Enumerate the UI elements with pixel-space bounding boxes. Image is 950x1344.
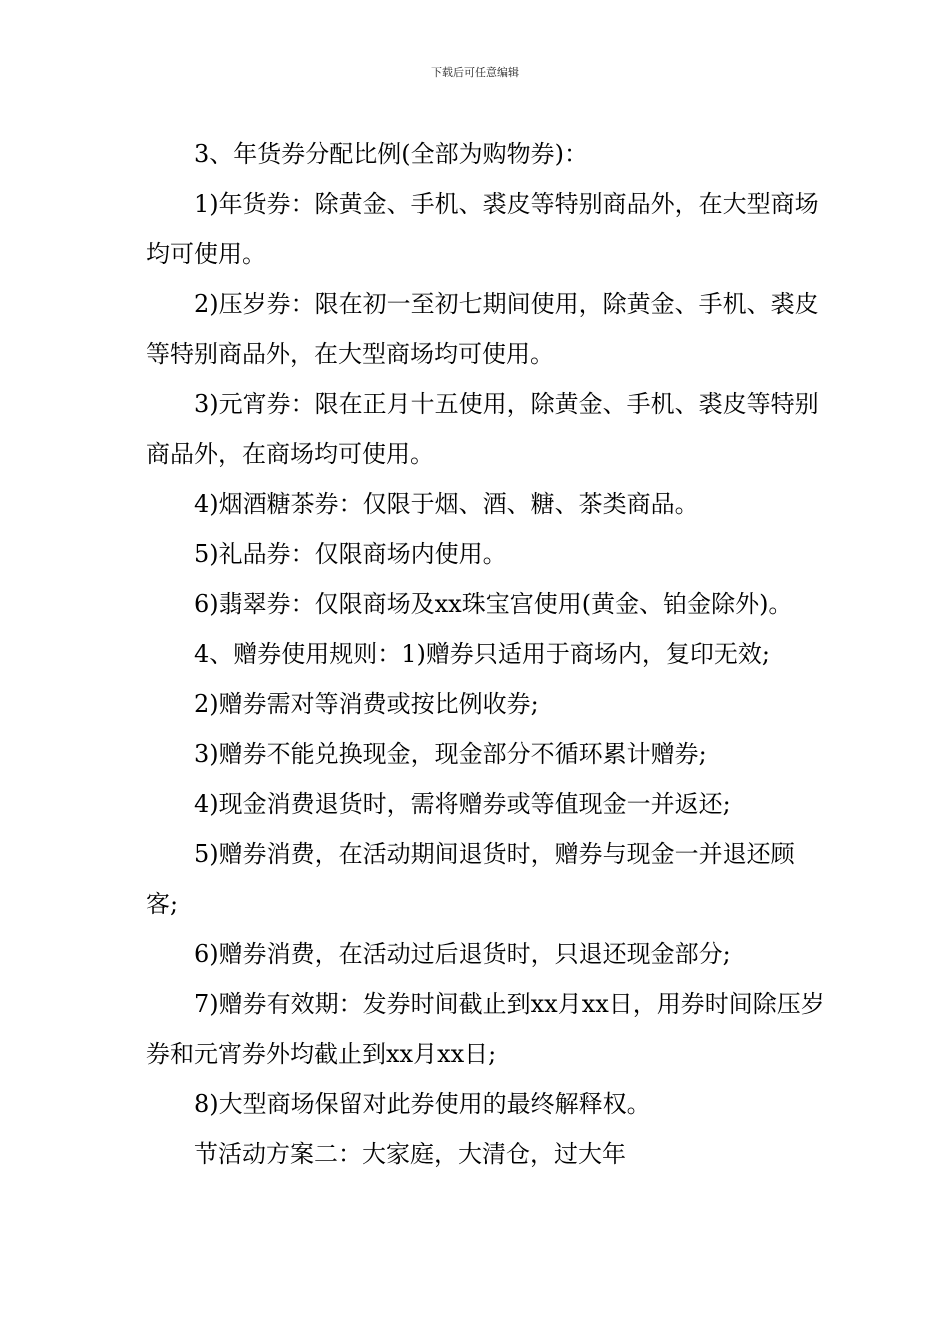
- paragraph-coupon-1: 1)年货券：除黄金、手机、裘皮等特别商品外，在大型商场均可使用。: [146, 190, 819, 268]
- paragraph-rule-3: 3)赠券不能兑换现金，现金部分不循环累计赠券;: [194, 740, 707, 768]
- paragraph-rule-4: 4)现金消费退货时，需将赠券或等值现金一并返还;: [194, 790, 731, 818]
- paragraph-coupon-3: 3)元宵券：限在正月十五使用，除黄金、手机、裘皮等特别商品外，在商场均可使用。: [146, 390, 819, 468]
- paragraph-coupon-4: 4)烟酒糖茶券：仅限于烟、酒、糖、茶类商品。: [194, 490, 699, 518]
- document-body: [146, 129, 826, 1179]
- paragraph-rule-6: 6)赠券消费，在活动过后退货时，只退还现金部分;: [194, 940, 731, 968]
- paragraph-coupon-2: 2)压岁券：限在初一至初七期间使用，除黄金、手机、裘皮等特别商品外，在大型商场均可使用。: [146, 290, 819, 368]
- paragraph-rule-2: 2)赠券需对等消费或按比例收券;: [194, 690, 539, 718]
- paragraph-rule-7: 7)赠券有效期：发券时间截止到xx月xx日，用券时间除压岁券和元宵券外均截止到xx月xx日;: [146, 990, 825, 1068]
- paragraph-coupon-5: 5)礼品券：仅限商场内使用。: [194, 540, 507, 568]
- page-header: 下载后可任意编辑: [431, 66, 519, 79]
- paragraph-section-4-rule-1: 4、赠券使用规则：1)赠券只适用于商场内，复印无效;: [194, 640, 770, 668]
- paragraph-section-3-title: 3、年货券分配比例(全部为购物券)：: [194, 140, 588, 168]
- paragraph-rule-5: 5)赠券消费，在活动期间退货时，赠券与现金一并退还顾客;: [146, 840, 795, 918]
- paragraph-coupon-6: 6)翡翠券：仅限商场及xx珠宝宫使用(黄金、铂金除外)。: [194, 590, 793, 618]
- paragraph-plan-2-title: 节活动方案二：大家庭，大清仓，过大年: [194, 1140, 626, 1168]
- paragraph-rule-8: 8)大型商场保留对此券使用的最终解释权。: [194, 1090, 651, 1118]
